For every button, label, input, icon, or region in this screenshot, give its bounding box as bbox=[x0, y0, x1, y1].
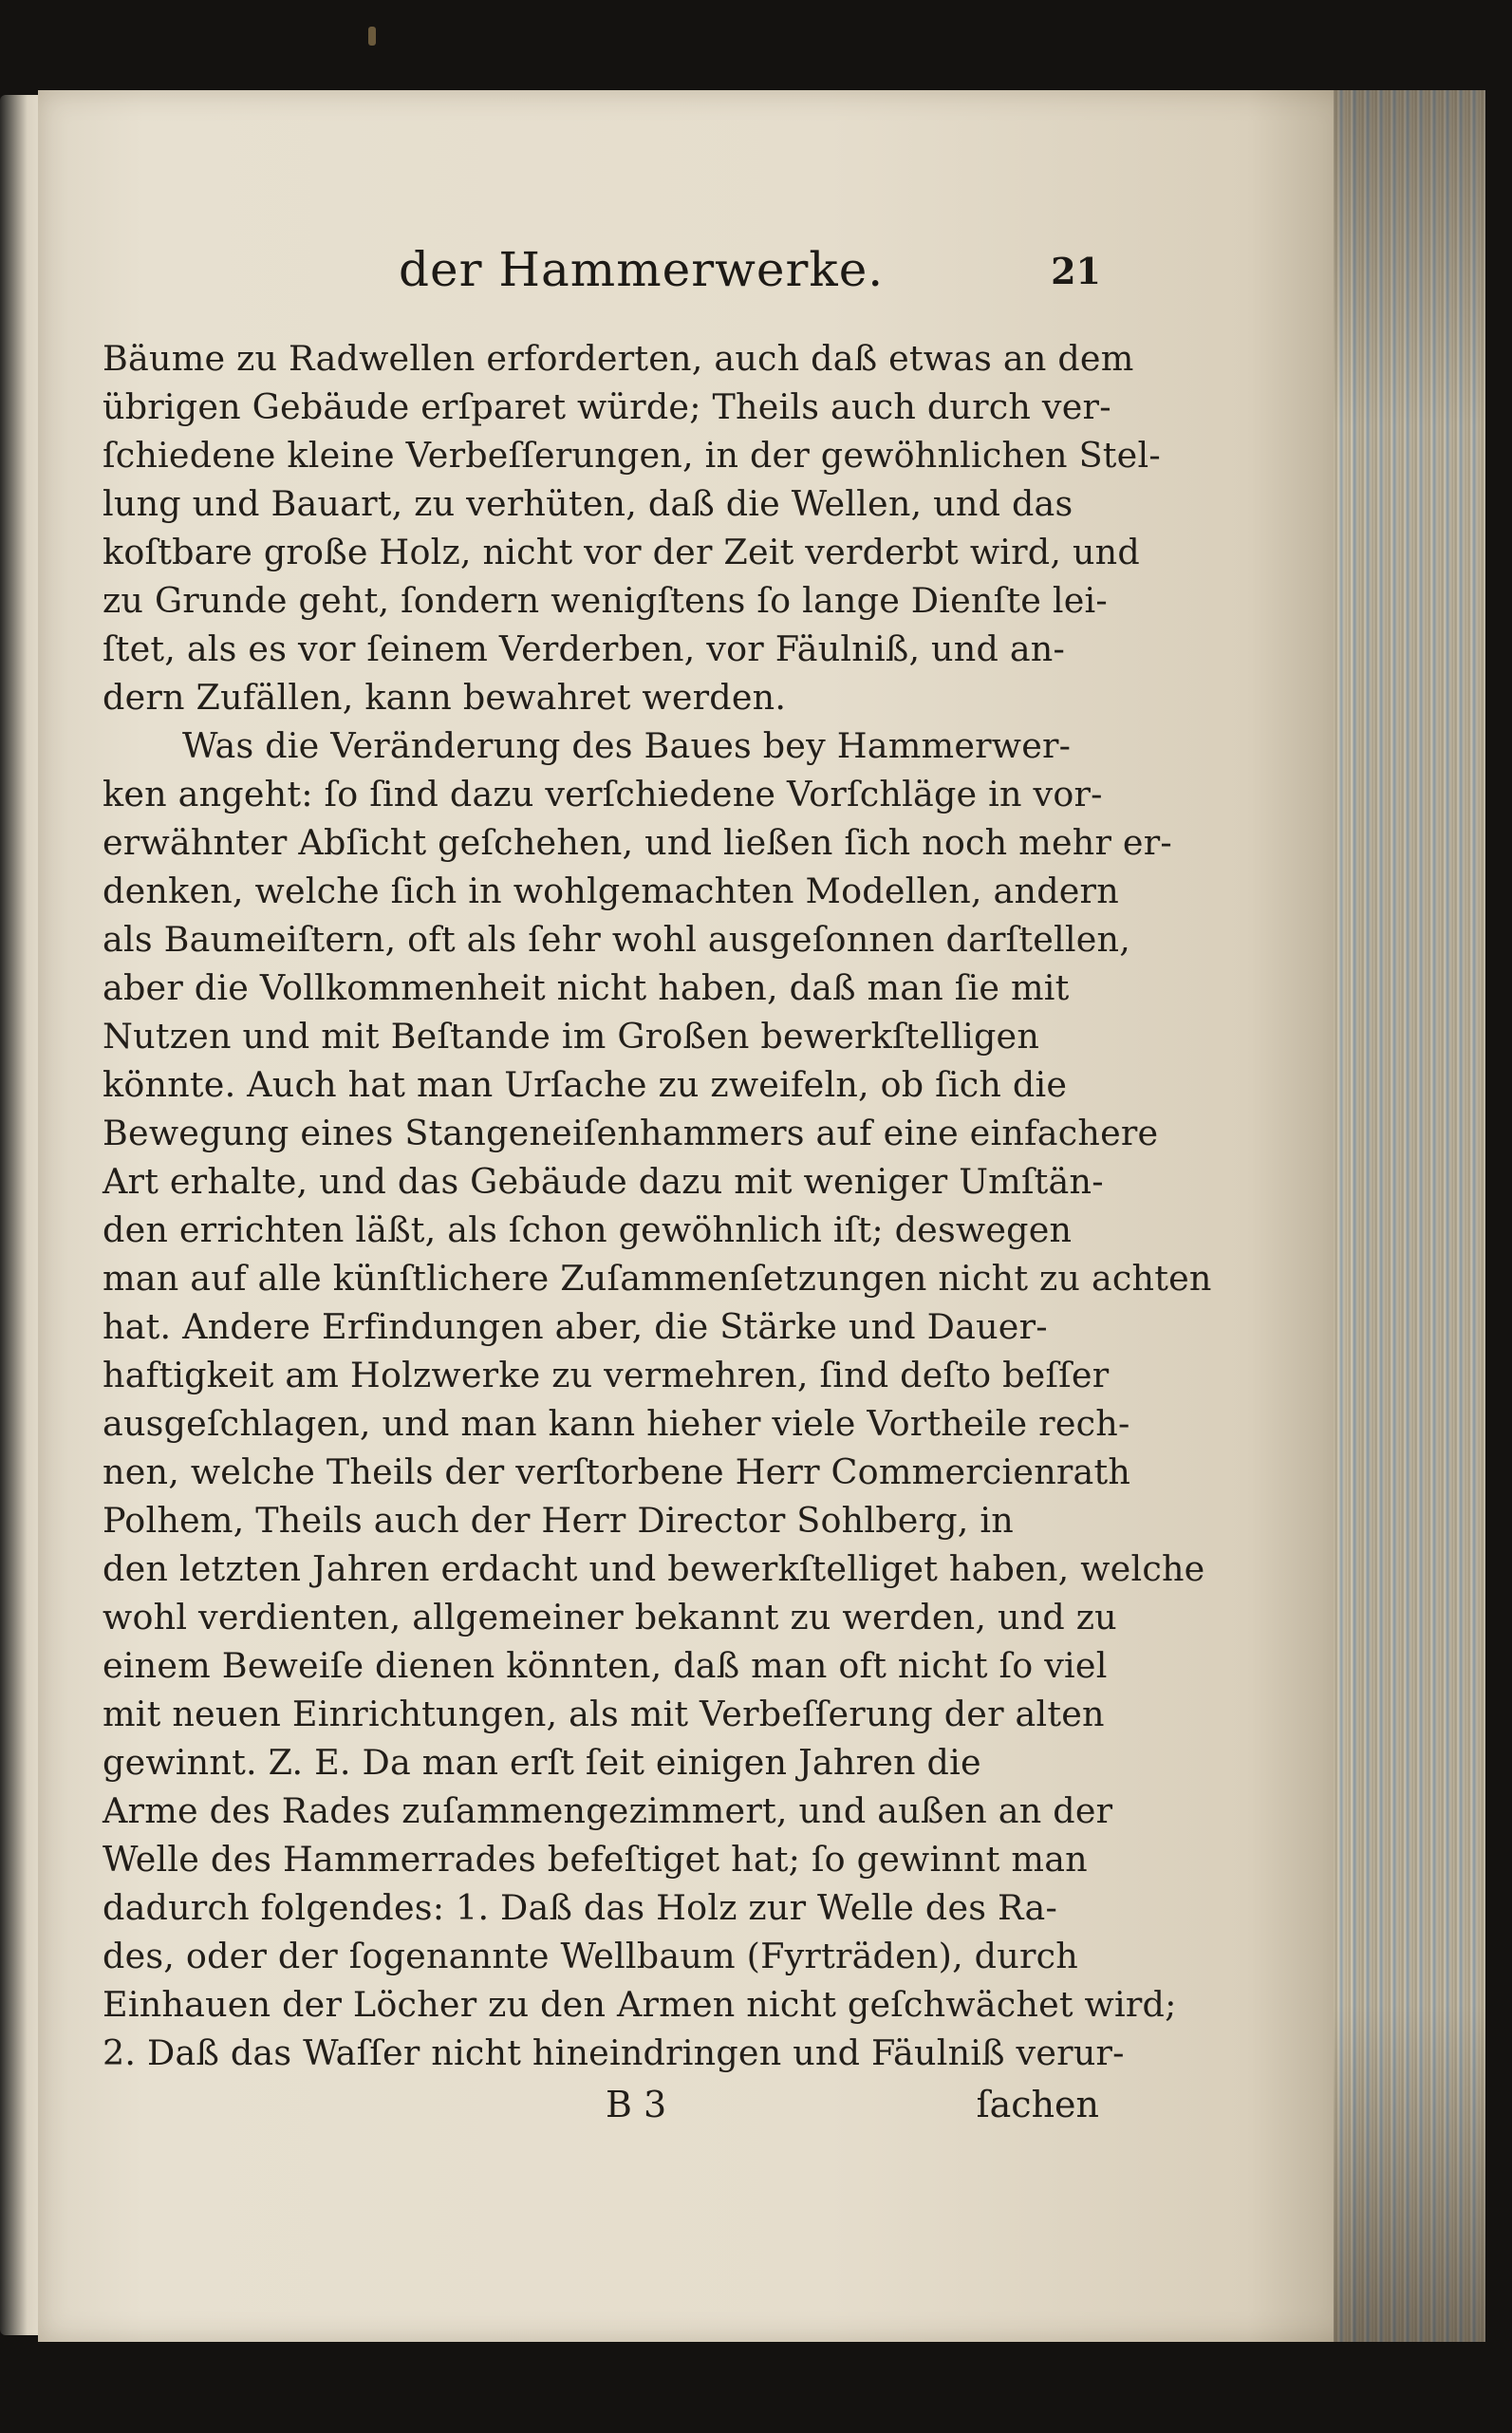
text-line: Einhauen der Löcher zu den Armen nicht geſchwächet wird; bbox=[103, 1984, 1177, 2025]
text-line: wohl verdienten, allgemeiner bekannt zu werden, und zu bbox=[103, 1597, 1117, 1638]
text-line: Nutzen und mit Beſtande im Großen bewerkſtelligen bbox=[103, 1016, 1040, 1057]
text-line: aber die Vollkommenheit nicht haben, daß man ſie mit bbox=[103, 967, 1070, 1008]
text-line: 2. Daß das Waſſer nicht hineindringen und Fäulniß verur- bbox=[103, 2032, 1125, 2073]
text-line: nen, welche Theils der verſtorbene Herr Commercienrath bbox=[103, 1451, 1131, 1492]
text-line: Welle des Hammerrades befeſtiget hat; ſo gewinnt man bbox=[103, 1839, 1088, 1880]
text-line: des, oder der ſogenannte Wellbaum (Fyrträden), durch bbox=[103, 1936, 1078, 1976]
text-line: Was die Veränderung des Baues bey Hammerwer- bbox=[182, 725, 1072, 766]
text-line: den errichten läßt, als ſchon gewöhnlich iſt; deswegen bbox=[103, 1209, 1073, 1250]
text-line: man auf alle künſtlichere Zuſammenſetzungen nicht zu achten bbox=[103, 1258, 1212, 1299]
text-line: hat. Andere Erfindungen aber, die Stärke und Dauer- bbox=[103, 1306, 1048, 1347]
text-line: übrigen Gebäude erſparet würde; Theils auch durch ver- bbox=[103, 386, 1111, 427]
text-line: dadurch folgendes: 1. Daß das Holz zur Welle des Ra- bbox=[103, 1887, 1058, 1928]
text-line: Bäume zu Radwellen erforderten, auch daß etwas an dem bbox=[103, 338, 1134, 379]
text-line: ken angeht: ſo ſind dazu verſchiedene Vorſchläge in vor- bbox=[103, 774, 1103, 814]
page-fore-edge bbox=[1334, 90, 1485, 2342]
text-line: ausgeſchlagen, und man kann hieher viele Vortheile rech- bbox=[103, 1403, 1130, 1444]
text-line: mit neuen Einrichtungen, als mit Verbeſſerung der alten bbox=[103, 1694, 1105, 1734]
page-footer bbox=[103, 2084, 1099, 2131]
text-line: einem Beweiſe dienen könnten, daß man oft nicht ſo viel bbox=[103, 1645, 1108, 1686]
text-line: denken, welche ſich in wohlgemachten Modellen, andern bbox=[103, 870, 1119, 911]
text-line: zu Grunde geht, ſondern wenigſtens ſo lange Dienſte lei- bbox=[103, 580, 1108, 621]
text-line: als Baumeiſtern, oft als ſehr wohl ausgeſonnen darſtellen, bbox=[103, 919, 1131, 960]
text-line: erwähnter Abſicht geſchehen, und ließen ſich noch mehr er- bbox=[103, 822, 1172, 863]
running-title: der Hammerwerke. bbox=[399, 242, 885, 297]
body-text bbox=[103, 334, 1212, 2077]
text-line: Arme des Rades zuſammengezimmert, und außen an der bbox=[103, 1790, 1113, 1831]
text-line: dern Zufällen, kann bewahret werden. bbox=[103, 677, 787, 718]
text-line: koſtbare große Holz, nicht vor der Zeit verderbt wird, und bbox=[103, 532, 1140, 572]
text-line: ſtet, als es vor ſeinem Verderben, vor Fäulniß, und an- bbox=[103, 628, 1066, 669]
text-line: den letzten Jahren erdacht und bewerkſtelliget haben, welche bbox=[103, 1548, 1205, 1589]
binding-mark bbox=[368, 27, 376, 46]
text-line: könnte. Auch hat man Urſache zu zweifeln, ob ſich die bbox=[103, 1064, 1068, 1105]
signature-mark: B 3 bbox=[606, 2084, 667, 2125]
text-line: ſchiedene kleine Verbeſſerungen, in der gewöhnlichen Stel- bbox=[103, 435, 1161, 476]
text-line: Bewegung eines Stangeneiſenhammers auf eine einfachere bbox=[103, 1113, 1159, 1153]
text-line: Polhem, Theils auch der Herr Director Sohlberg, in bbox=[103, 1500, 1014, 1541]
page-number: 21 bbox=[1051, 250, 1101, 292]
text-line: Art erhalte, und das Gebäude dazu mit weniger Umſtän- bbox=[103, 1161, 1104, 1202]
text-line: lung und Bauart, zu verhüten, daß die Wellen, und das bbox=[103, 483, 1073, 524]
page-header bbox=[399, 242, 1101, 309]
catchword: ſachen bbox=[976, 2084, 1099, 2125]
text-line: gewinnt. Z. E. Da man erſt ſeit einigen Jahren die bbox=[103, 1742, 981, 1783]
text-line: haftigkeit am Holzwerke zu vermehren, ſind deſto beſſer bbox=[103, 1355, 1110, 1395]
